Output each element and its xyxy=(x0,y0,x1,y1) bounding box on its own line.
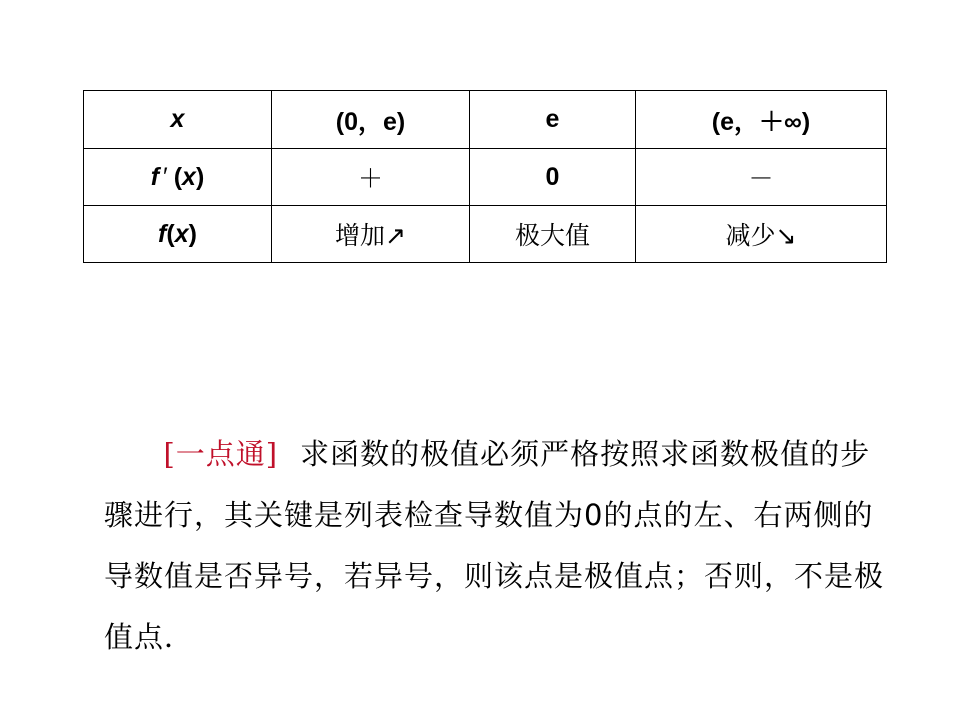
interval-left: (0，e) xyxy=(272,91,470,149)
table-row-derivative xyxy=(84,149,887,206)
note-paragraph xyxy=(104,424,894,668)
table-row-function xyxy=(84,206,887,263)
variation-table xyxy=(83,90,887,263)
note-tag: [一点通] xyxy=(163,437,279,471)
function-behavior-critical: 极大值 xyxy=(470,206,636,263)
derivative-f: f xyxy=(150,162,160,191)
note-text: 求函数的极值必须严格按照求函数极值的步骤进行，其关键是列表检查导数值为0的点的左、右两侧的导数值是否异号，若异号，则该点是极值点；否则，不是极值点． xyxy=(104,437,885,654)
row-label-function: f(x) xyxy=(84,206,272,263)
function-behavior-left: 增加↗ xyxy=(272,206,470,263)
table-row-x xyxy=(84,91,887,149)
derivative-arg: (x) xyxy=(173,162,205,191)
explanation-note xyxy=(104,424,894,668)
function-behavior-right: 减少↘ xyxy=(636,206,887,263)
critical-point: e xyxy=(470,91,636,149)
derivative-prime: ′ xyxy=(163,162,168,191)
row-label-x: x xyxy=(84,91,272,149)
derivative-value-critical: 0 xyxy=(470,149,636,206)
interval-right: (e，＋∞) xyxy=(636,91,887,149)
derivative-sign-right: － xyxy=(636,149,887,206)
row-label-derivative xyxy=(84,149,272,206)
derivative-sign-left: ＋ xyxy=(272,149,470,206)
